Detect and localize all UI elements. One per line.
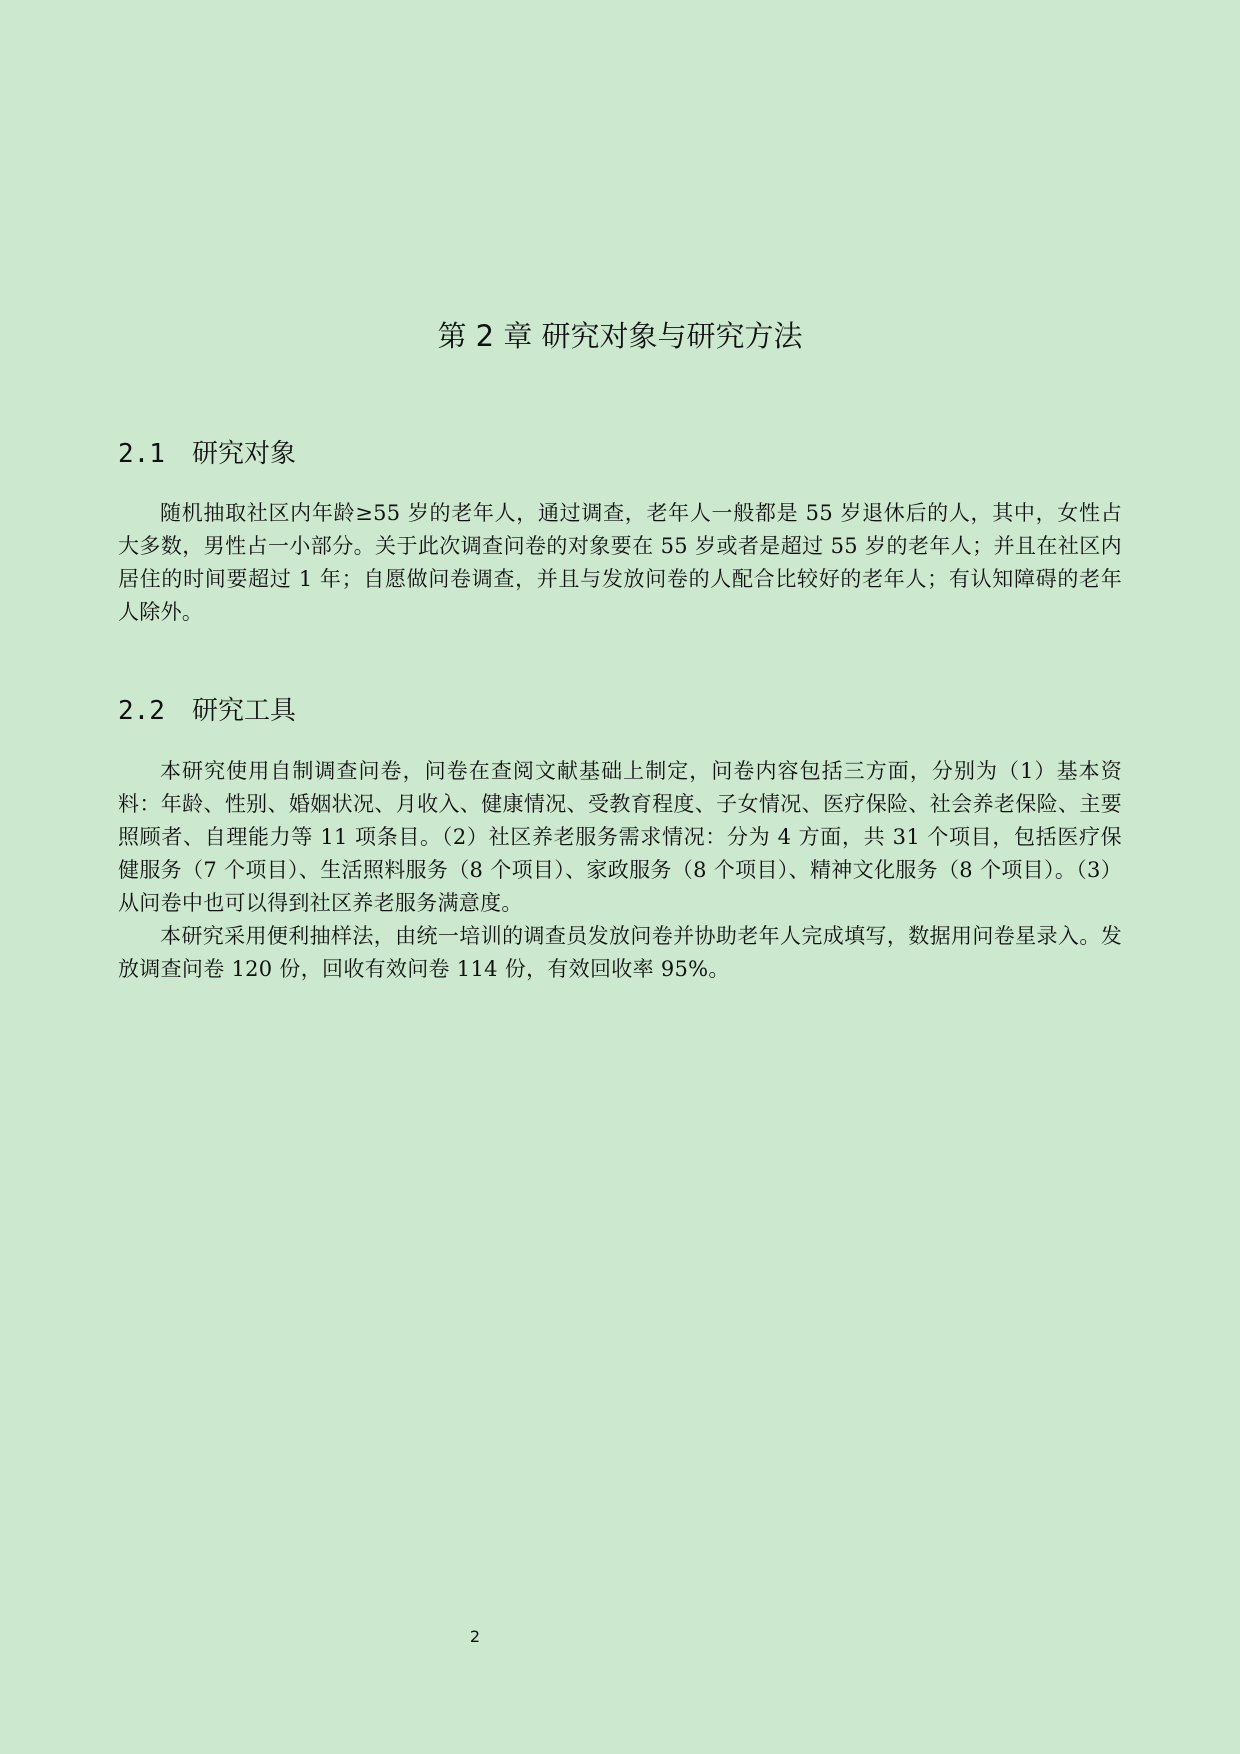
section-number: 2.1 bbox=[118, 439, 165, 469]
section-number: 2.2 bbox=[118, 696, 165, 726]
section-2-1-body bbox=[118, 497, 1122, 629]
paragraph: 随机抽取社区内年龄≥55 岁的老年人，通过调查，老年人一般都是 55 岁退休后的人，其中，女性占大多数，男性占一小部分。关于此次调查问卷的对象要在 55 岁或者是超过 55 岁的老年人；并且在社区内居住的时间要超过 1 年；自愿做问卷调查，并且与发放问卷的人配合比较好的老年人；有认知障碍的老年人除外。 bbox=[118, 501, 1122, 624]
section-heading-2-2 bbox=[118, 693, 296, 729]
chapter-title: 第 2 章 研究对象与研究方法 bbox=[437, 319, 803, 353]
section-heading-2-1 bbox=[118, 436, 296, 472]
section-title: 研究对象 bbox=[192, 439, 297, 469]
paragraph: 本研究采用便利抽样法，由统一培训的调查员发放问卷并协助老年人完成填写，数据用问卷星录入。发放调查问卷 120 份，回收有效问卷 114 份，有效回收率 95%。 bbox=[118, 924, 1122, 981]
paragraph: 本研究使用自制调查问卷，问卷在查阅文献基础上制定，问卷内容包括三方面，分别为（1）基本资料：年龄、性别、婚姻状况、月收入、健康情况、受教育程度、子女情况、医疗保险、社会养老保险、主要照顾者、自理能力等 11 项条目。（2）社区养老服务需求情况：分为 4 方面，共 31 个项目，包括医疗保健服务（7 个项目）、生活照料服务（8 个项目）、家政服务（8 个项目）、精神文化服务（8 个项目）。（3）从问卷中也可以得到社区养老服务满意度。 bbox=[118, 759, 1122, 915]
page-number: 2 bbox=[469, 1627, 481, 1646]
section-2-2-body bbox=[118, 755, 1122, 986]
section-title: 研究工具 bbox=[192, 696, 297, 726]
